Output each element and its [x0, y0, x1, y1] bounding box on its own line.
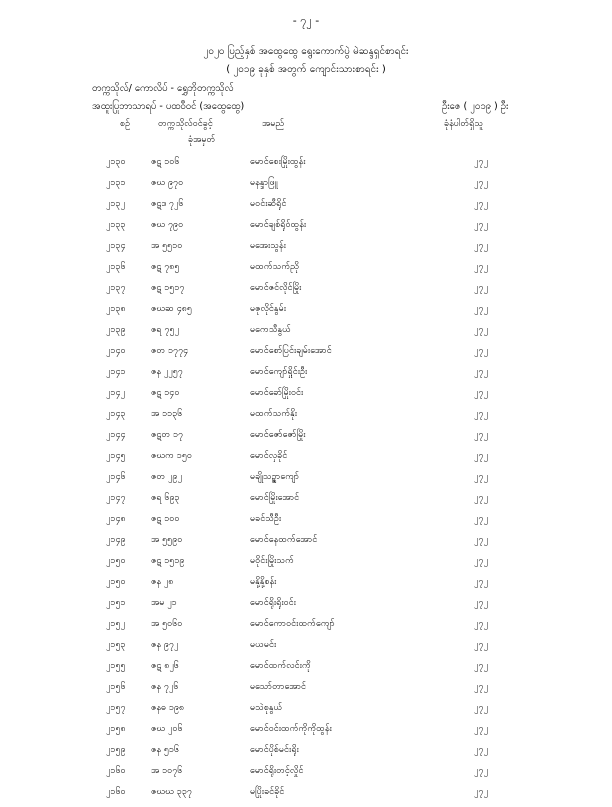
- signature-mark: ၂၇၂: [474, 178, 488, 188]
- signature-mark: ၂၇၂: [474, 493, 488, 503]
- row-number: ၂၁၅၀: [106, 577, 126, 587]
- table-row: [0, 576, 612, 597]
- registration-number: ဇဃဃ ၃၃၇: [151, 787, 192, 797]
- signature-mark: ၂၇၂: [474, 766, 488, 776]
- row-number: ၂၁၃၀: [106, 157, 126, 167]
- person-name: မဇုလိုင်နွမ်း: [250, 304, 286, 314]
- signature-mark: ၂၇၂: [474, 199, 488, 209]
- signature-mark: ၂၇၂: [474, 745, 488, 755]
- registration-number: ဇဋဒ ၇၂၆: [151, 199, 184, 209]
- row-number: ၂၁၄၆: [106, 472, 126, 482]
- registration-number: ဇဋ ၁၅၁၇: [151, 283, 185, 293]
- person-name: မောင်ကောဝင်းထက်ကျော်: [250, 619, 335, 629]
- row-number: ၂၁၃၂: [106, 199, 125, 209]
- signature-mark: ၂၇၂: [474, 535, 488, 545]
- row-number: ၂၁၅၇: [106, 703, 126, 713]
- registration-number: ဇဃ ၇၉၀: [151, 220, 184, 230]
- table-row: [0, 534, 612, 555]
- registration-number: ဇရ ၆၉၃: [151, 493, 180, 503]
- person-name: မောင်ရိုးရိုးဝင်း: [250, 598, 296, 608]
- person-name: မသဲစုနွယ်: [250, 703, 283, 713]
- registration-number: ဇဋ ၁၀၀: [151, 514, 180, 524]
- row-number: ၂၁၃၆: [106, 262, 126, 272]
- signature-mark: ၂၇၂: [474, 346, 488, 356]
- person-name: မကေသီနွယ်: [250, 325, 291, 335]
- row-number: ၂၁၄၉: [106, 535, 126, 545]
- row-number: ၂၁၄၅: [106, 451, 126, 461]
- table-row: [0, 450, 612, 471]
- row-number: ၂၁၅၃: [106, 640, 126, 650]
- row-number: ၂၁၃၃: [106, 220, 126, 230]
- header-signature: ခုံနံပါတ်ရှိသူ: [444, 119, 484, 129]
- signature-mark: ၂၇၂: [474, 430, 488, 440]
- row-number: ၂၁၅၁: [106, 598, 126, 608]
- table-row: [0, 408, 612, 429]
- registration-number: အ ၅၅၁၀: [151, 241, 183, 251]
- signature-mark: ၂၇၂: [474, 514, 488, 524]
- table-row: [0, 597, 612, 618]
- row-number: ၂၁၅၀: [106, 556, 126, 566]
- table-row: [0, 765, 612, 786]
- registration-number: ဇဃ ၂၀၆: [151, 724, 183, 734]
- signature-mark: ၂၇၂: [474, 556, 488, 566]
- registration-number: ဇတ ၁၇၇၄: [151, 346, 189, 356]
- person-name: မောင်မြိုးအောင်: [250, 493, 300, 503]
- person-name: မောင်လှခိုင်: [250, 451, 288, 461]
- registration-number: ဇန ၂၈: [151, 577, 174, 587]
- person-name: မချိုသဉ္ဇာကျော်: [250, 472, 300, 482]
- registration-number: ဇရ ၇၅၂: [151, 325, 179, 335]
- signature-mark: ၂၇၂: [474, 598, 488, 608]
- row-number: ၂၁၄၄: [106, 430, 126, 440]
- signature-mark: ၂၇၂: [474, 619, 488, 629]
- row-number: ၂၁၆၀: [106, 787, 126, 797]
- person-name: မခင်သီဦး: [250, 514, 282, 524]
- signature-mark: ၂၇၂: [474, 787, 488, 797]
- table-row: [0, 240, 612, 261]
- person-name: မနို့နို့စန်း: [250, 577, 277, 587]
- registration-number: ဇဋတ ၁၇: [151, 430, 184, 440]
- row-number: ၂၁၄၈: [106, 514, 126, 524]
- row-number: ၂၁၄၂: [106, 388, 125, 398]
- table-row: [0, 324, 612, 345]
- person-name: မဝိုင်းမြိုးသက်: [250, 556, 294, 566]
- table-row: [0, 555, 612, 576]
- signature-mark: ၂၇၂: [474, 640, 488, 650]
- table-row: [0, 387, 612, 408]
- registration-number: ဇန ၉၇၂: [151, 640, 179, 650]
- registration-number: ဇန ၂၂၅၇: [151, 367, 183, 377]
- registration-number: အ ၅၅၉၀: [151, 535, 183, 545]
- signature-mark: ၂၇၂: [474, 304, 488, 314]
- table-row: [0, 681, 612, 702]
- header-registration: တက္ကသိုလ်ဝင်ခွင့်: [158, 119, 213, 129]
- row-number: ၂၁၄၃: [106, 409, 126, 419]
- registration-number: အမ ၂၁: [151, 598, 177, 608]
- person-name: မောင်ဇင်လိုင်မြိုး: [250, 283, 302, 293]
- table-row: [0, 429, 612, 450]
- table-row: [0, 303, 612, 324]
- registration-number: ဇဃဆ ၄၈၅: [151, 304, 192, 314]
- registration-number: ဇဃက ၁၅၀: [151, 451, 192, 461]
- registration-number: ဇတ ၂၉၂: [151, 472, 182, 482]
- signature-mark: ၂၇၂: [474, 325, 488, 335]
- table-row: [0, 618, 612, 639]
- row-number: ၂၁၃၁: [106, 178, 126, 188]
- row-number: ၂၁၃၉: [106, 325, 126, 335]
- signature-mark: ၂၇၂: [474, 241, 488, 251]
- signature-mark: ၂၇၂: [474, 451, 488, 461]
- row-number: ၂၁၃၈: [106, 304, 126, 314]
- year-line: ဦးဇေ ( ၂၀၁၉ ) ဦး: [442, 101, 509, 112]
- table-row: [0, 156, 612, 177]
- header-name: အမည်: [262, 119, 285, 129]
- row-number: ၂၁၃၄: [106, 241, 126, 251]
- person-name: မောင်ထက်လင်းကို: [250, 661, 311, 671]
- registration-number: အ ၁၁၃၆: [151, 409, 183, 419]
- person-name: မထက်သက်ညို: [250, 262, 299, 272]
- person-name: မသော်တာအောင်: [250, 682, 307, 692]
- person-name: မောင်စေးမြိုးထွန်း: [250, 157, 306, 167]
- table-row: [0, 702, 612, 723]
- registration-number: အ ၁၀၇၆: [151, 766, 183, 776]
- signature-mark: ၂၇၂: [474, 283, 488, 293]
- signature-mark: ၂၇၂: [474, 157, 488, 167]
- registration-number: ဇဋ ၇၈၅: [151, 262, 180, 272]
- person-name: မောင်ပိုစ်မင်းရိုး: [250, 745, 299, 755]
- table-row: [0, 660, 612, 681]
- registration-number: ဇန ၅၁၆: [151, 745, 180, 755]
- person-name: မောင်ဝင်းထက်ကိုကိုထွန်း: [250, 724, 332, 734]
- registration-number: ဇဋ ၁၅၁၉: [151, 556, 185, 566]
- person-name: မအေးသွန်း: [250, 241, 286, 251]
- table-row: [0, 639, 612, 660]
- registration-number: ဇဋ ၁၀၆: [151, 157, 180, 167]
- person-name: မောင်ခော်မြိုးဝင်း: [250, 388, 304, 398]
- row-number: ၂၁၅၂: [106, 619, 125, 629]
- person-name: မောင်ချစ်ရိုဝ်ထွန်း: [250, 220, 307, 230]
- row-number: ၂၁၅၆: [106, 682, 126, 692]
- table-row: [0, 366, 612, 387]
- registration-number: အ ၅၀၆၀: [151, 619, 183, 629]
- row-number: ၂၁၅၅: [106, 661, 126, 671]
- table-row: [0, 345, 612, 366]
- person-name: မပြိုးခင်ခိုင်: [250, 787, 285, 797]
- signature-mark: ၂၇၂: [474, 682, 488, 692]
- signature-mark: ၂၇၂: [474, 724, 488, 734]
- table-row: [0, 744, 612, 765]
- row-number: ၂၁၄၀: [106, 346, 126, 356]
- person-name: မယမင်း: [250, 640, 277, 650]
- person-name: မထက်သက်နိုး: [250, 409, 298, 419]
- table-row: [0, 471, 612, 492]
- signature-mark: ၂၇၂: [474, 661, 488, 671]
- person-name: မောင်စော်ပြင်းချမ်းအောင်: [250, 346, 332, 356]
- signature-mark: ၂၇၂: [474, 472, 488, 482]
- person-name: မဝင်းဆီရိုင်: [250, 199, 287, 209]
- header-registration-sub: ခုံအမှတ်: [188, 135, 216, 145]
- signature-mark: ၂၇၂: [474, 388, 488, 398]
- registration-number: ဇဃ ၉၇၀: [151, 178, 184, 188]
- person-name: မောင်ဇော်ဇော်မြိုး: [250, 430, 306, 440]
- row-number: ၂၁၄၇: [106, 493, 126, 503]
- row-number: ၂၁၆၀: [106, 766, 126, 776]
- table-row: [0, 723, 612, 744]
- registration-number: ဇနဓ ၁၉၈: [151, 703, 185, 713]
- document-subtitle: ( ၂၀၁၉ ခုနှစ် အတွက် ကျောင်းသားစာရင်း ): [226, 64, 386, 75]
- row-number: ၂၁၃၇: [106, 283, 126, 293]
- registration-number: ဇဋ ၈၂၆: [151, 661, 179, 671]
- table-row: [0, 282, 612, 303]
- subject-line: အထူးပြုဘာသာရပ် - ပထဝီဝင် (အထွေထွေ): [92, 101, 245, 112]
- person-name: မောင်နေထက်အောင်: [250, 535, 318, 545]
- person-name: မနန္ဒာဖြူ: [250, 178, 278, 188]
- row-number: ၂၁၅၉: [106, 745, 126, 755]
- signature-mark: ၂၇၂: [474, 262, 488, 272]
- page-number: - ၇၂ -: [292, 14, 320, 27]
- registration-number: ဇဋ ၁၄၀: [151, 388, 180, 398]
- university-line: တက္ကသိုလ်/ ကောလိပ် - ရွှေဘိုတက္ကသိုလ်: [92, 83, 234, 94]
- signature-mark: ၂၇၂: [474, 703, 488, 713]
- header-number: စဉ်: [120, 119, 131, 129]
- table-row: [0, 177, 612, 198]
- signature-mark: ၂၇၂: [474, 577, 488, 587]
- table-row: [0, 786, 612, 807]
- table-row: [0, 513, 612, 534]
- person-name: မောင်ကျော်ရှိုင်းဦး: [250, 367, 308, 377]
- row-number: ၂၁၄၁: [106, 367, 126, 377]
- row-number: ၂၁၅၈: [106, 724, 126, 734]
- person-name: မောင်ရိုးတင့်လှိုင်: [250, 766, 304, 776]
- table-row: [0, 492, 612, 513]
- table-row: [0, 198, 612, 219]
- signature-mark: ၂၇၂: [474, 409, 488, 419]
- registration-number: ဇန ၇၂၆: [151, 682, 179, 692]
- signature-mark: ၂၇၂: [474, 367, 488, 377]
- roster-table: [0, 156, 612, 807]
- table-row: [0, 219, 612, 240]
- signature-mark: ၂၇၂: [474, 220, 488, 230]
- document-title: ၂၀၂၀ ပြည့်နှစ် အထွေထွေ ရွေးကောက်ပွဲ မဲဆန္ဒရှင်စာရင်း: [203, 46, 409, 57]
- table-row: [0, 261, 612, 282]
